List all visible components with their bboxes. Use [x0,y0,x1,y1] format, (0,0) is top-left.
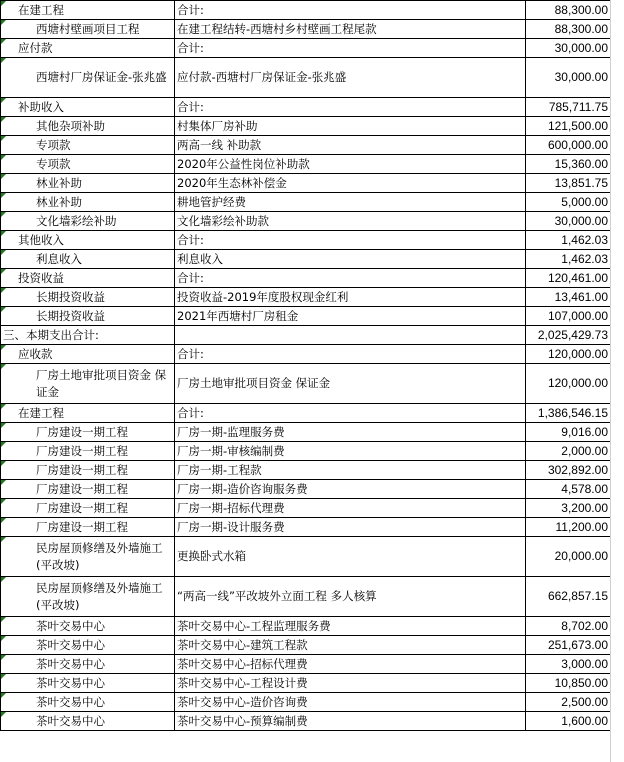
cell-description[interactable]: 合计: [175,231,526,250]
cell-description[interactable]: 村集体厂房补助 [175,117,526,136]
cell-account-name[interactable]: 厂房建设一期工程 [1,423,175,442]
table-row [1,231,611,250]
cell-description[interactable]: 合计: [175,404,526,423]
table-row [1,480,611,499]
table-row [1,712,611,731]
cell-amount[interactable]: 4,578.00 [526,480,611,499]
table-row [1,212,611,231]
cell-account-name[interactable]: 厂房土地审批项目资金 保证金 [1,364,175,404]
table-row [1,518,611,537]
table-row [1,39,611,58]
table-row [1,117,611,136]
cell-account-name[interactable]: 茶叶交易中心 [1,674,175,693]
table-row [1,693,611,712]
cell-account-name[interactable]: 林业补助 [1,174,175,193]
cell-account-name[interactable]: 文化墙彩绘补助 [1,212,175,231]
cell-description[interactable]: 厂房一期-设计服务费 [175,518,526,537]
table-row [1,442,611,461]
cell-account-name[interactable]: 在建工程 [1,1,175,20]
cell-account-name[interactable]: 利息收入 [1,250,175,269]
cell-amount[interactable]: 88,300.00 [526,1,611,20]
cell-description[interactable]: 茶叶交易中心-工程监理服务费 [175,617,526,636]
cell-account-name[interactable]: 投资收益 [1,269,175,288]
cell-description[interactable]: 厂房土地审批项目资金 保证金 [175,364,526,404]
cell-account-name[interactable]: 民房屋顶修缮及外墙施工(平改坡) [1,577,175,617]
cell-amount[interactable]: 785,711.75 [526,98,611,117]
cell-description[interactable]: “两高一线”平改坡外立面工程 多人核算 [175,577,526,617]
table-row [1,58,611,98]
table-row [1,193,611,212]
cell-description[interactable]: 合计: [175,98,526,117]
cell-amount[interactable]: 88,300.00 [526,20,611,39]
cell-amount[interactable]: 120,461.00 [526,269,611,288]
table-row [1,345,611,364]
cell-description[interactable]: 两高一线 补助款 [175,136,526,155]
cell-amount[interactable]: 30,000.00 [526,212,611,231]
cell-amount[interactable]: 120,000.00 [526,345,611,364]
cell-description[interactable]: 厂房一期-工程款 [175,461,526,480]
cell-account-name[interactable]: 茶叶交易中心 [1,693,175,712]
cell-description[interactable]: 投资收益-2019年度股权现金红利 [175,288,526,307]
cell-amount[interactable]: 1,462.03 [526,250,611,269]
cell-account-name[interactable]: 茶叶交易中心 [1,636,175,655]
cell-amount[interactable]: 2,500.00 [526,693,611,712]
cell-amount[interactable]: 1,462.03 [526,231,611,250]
cell-amount[interactable]: 9,016.00 [526,423,611,442]
table-row [1,364,611,404]
cell-description[interactable]: 厂房一期-监理服务费 [175,423,526,442]
table-row [1,461,611,480]
cell-account-name[interactable]: 专项款 [1,155,175,174]
table-row [1,307,611,326]
table-row [1,174,611,193]
table-row [1,136,611,155]
cell-description[interactable]: 耕地管护经费 [175,193,526,212]
cell-amount[interactable]: 3,200.00 [526,499,611,518]
cell-amount[interactable]: 1,386,546.15 [526,404,611,423]
cell-amount[interactable]: 1,600.00 [526,712,611,731]
cell-description[interactable]: 更换卧式水箱 [175,537,526,577]
cell-amount[interactable]: 5,000.00 [526,193,611,212]
cell-description[interactable]: 在建工程结转-西塘村乡村壁画工程尾款 [175,20,526,39]
cell-amount[interactable]: 10,850.00 [526,674,611,693]
table-row [1,674,611,693]
cell-account-name[interactable]: 林业补助 [1,193,175,212]
cell-description[interactable] [175,326,526,345]
table-row [1,288,611,307]
cell-account-name[interactable]: 厂房建设一期工程 [1,480,175,499]
table-row [1,617,611,636]
sheet-right-edge [610,0,611,762]
cell-description[interactable]: 合计: [175,1,526,20]
table-row [1,537,611,577]
cell-account-name[interactable]: 茶叶交易中心 [1,712,175,731]
cell-account-name[interactable]: 补助收入 [1,98,175,117]
cell-account-name[interactable]: 厂房建设一期工程 [1,461,175,480]
cell-account-name[interactable]: 长期投资收益 [1,307,175,326]
cell-amount[interactable]: 600,000.00 [526,136,611,155]
cell-account-name[interactable]: 民房屋顶修缮及外墙施工(平改坡) [1,537,175,577]
cell-amount[interactable]: 662,857.15 [526,577,611,617]
table-row [1,404,611,423]
spreadsheet-body [1,1,611,731]
cell-account-name[interactable]: 厂房建设一期工程 [1,442,175,461]
cell-amount[interactable]: 15,360.00 [526,155,611,174]
cell-account-name[interactable]: 茶叶交易中心 [1,617,175,636]
cell-description[interactable]: 2020年公益性岗位补助款 [175,155,526,174]
table-row [1,577,611,617]
cell-description[interactable]: 应付款-西塘村厂房保证金-张兆盛 [175,58,526,98]
table-row [1,499,611,518]
cell-description[interactable]: 合计: [175,269,526,288]
cell-amount[interactable]: 302,892.00 [526,461,611,480]
table-row [1,155,611,174]
cell-description[interactable]: 合计: [175,345,526,364]
table-row [1,20,611,39]
cell-amount[interactable]: 120,000.00 [526,364,611,404]
table-row [1,423,611,442]
cell-description[interactable]: 茶叶交易中心-预算编制费 [175,712,526,731]
cell-amount[interactable]: 107,000.00 [526,307,611,326]
cell-amount[interactable]: 11,200.00 [526,518,611,537]
cell-account-name[interactable]: 应付款 [1,39,175,58]
cell-description[interactable]: 茶叶交易中心-招标代理费 [175,655,526,674]
cell-amount[interactable]: 251,673.00 [526,636,611,655]
cell-amount[interactable]: 2,025,429.73 [526,326,611,345]
cell-description[interactable]: 合计: [175,39,526,58]
cell-account-name[interactable]: 应收款 [1,345,175,364]
cell-account-name[interactable]: 其他收入 [1,231,175,250]
cell-description[interactable]: 文化墙彩绘补助款 [175,212,526,231]
cell-account-name[interactable]: 其他杂项补助 [1,117,175,136]
cell-amount[interactable]: 30,000.00 [526,58,611,98]
table-row [1,1,611,20]
table-row [1,326,611,345]
cell-account-name[interactable]: 专项款 [1,136,175,155]
cell-description[interactable]: 2021年西塘村厂房租金 [175,307,526,326]
cell-description[interactable]: 茶叶交易中心-造价咨询费 [175,693,526,712]
cell-amount[interactable]: 8,702.00 [526,617,611,636]
table-row [1,250,611,269]
cell-amount[interactable]: 2,000.00 [526,442,611,461]
cell-amount[interactable]: 121,500.00 [526,117,611,136]
table-row [1,269,611,288]
cell-description[interactable]: 厂房一期-招标代理费 [175,499,526,518]
cell-amount[interactable]: 13,851.75 [526,174,611,193]
cell-account-name[interactable]: 厂房建设一期工程 [1,499,175,518]
table-row [1,636,611,655]
cell-description[interactable]: 2020年生态林补偿金 [175,174,526,193]
cell-account-name[interactable]: 厂房建设一期工程 [1,518,175,537]
cell-account-name[interactable]: 在建工程 [1,404,175,423]
cell-description[interactable]: 厂房一期-审核编制费 [175,442,526,461]
cell-account-name[interactable]: 西塘村厂房保证金-张兆盛 [1,58,175,98]
cell-account-name[interactable]: 三、本期支出合计: [1,326,175,345]
table-row [1,98,611,117]
cell-account-name[interactable]: 茶叶交易中心 [1,655,175,674]
cell-account-name[interactable]: 长期投资收益 [1,288,175,307]
table-row [1,655,611,674]
cell-description[interactable]: 茶叶交易中心-工程设计费 [175,674,526,693]
cell-description[interactable]: 利息收入 [175,250,526,269]
cell-description[interactable]: 厂房一期-造价咨询服务费 [175,480,526,499]
cell-amount[interactable]: 30,000.00 [526,39,611,58]
cell-description[interactable]: 茶叶交易中心-建筑工程款 [175,636,526,655]
cell-amount[interactable]: 13,461.00 [526,288,611,307]
cell-amount[interactable]: 3,000.00 [526,655,611,674]
cell-amount[interactable]: 20,000.00 [526,537,611,577]
cell-account-name[interactable]: 西塘村壁画项目工程 [1,20,175,39]
